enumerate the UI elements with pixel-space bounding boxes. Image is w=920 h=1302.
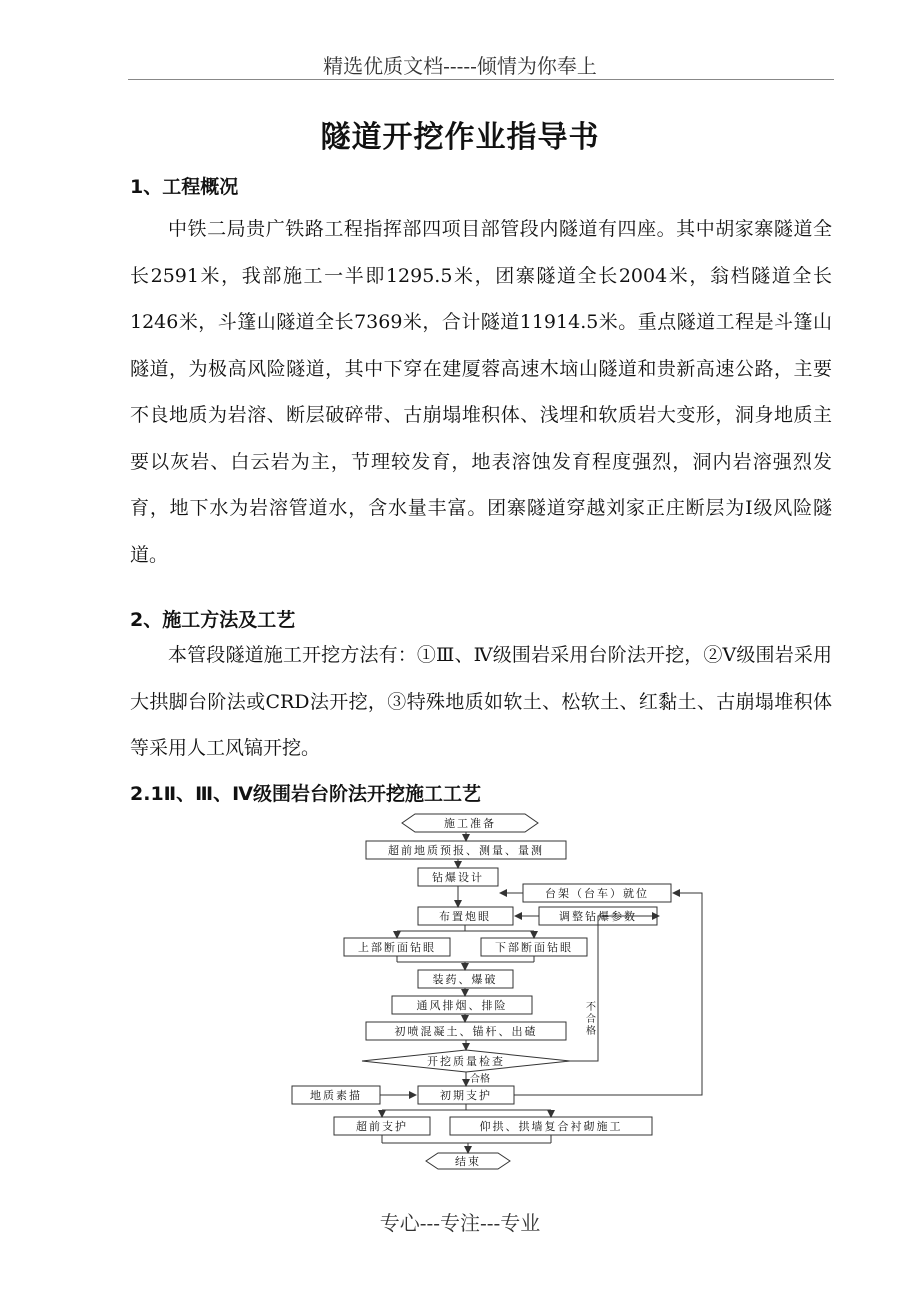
page-header: 精选优质文档-----倾情为你奉上 [323, 54, 597, 78]
flow-upper-text: 上部断面钻眼 [358, 941, 436, 954]
flow-pass-label: 合格 [470, 1074, 490, 1085]
flow-end-text: 结束 [455, 1155, 481, 1168]
flow-fail-char-2: 合 [586, 1014, 596, 1025]
section-heading-bench-method: 2.1Ⅱ、Ⅲ、Ⅳ级围岩台阶法开挖施工工艺 [130, 783, 482, 805]
flow-charge-text: 装药、爆破 [432, 973, 498, 986]
flow-design-text: 钻爆设计 [432, 871, 484, 884]
method-paragraph: 本管段隧道施工开挖方法有：①Ⅲ、Ⅳ级围岩采用台阶法开挖，②Ⅴ级围岩采用大拱脚台阶法或CRD法开挖，③特殊地质如软土、松软土、红黏土、古崩塌堆积体等采用人工风镐开挖。 [130, 644, 832, 759]
flow-fail-char-1: 不 [586, 1002, 596, 1013]
flow-geology-text: 地质素描 [310, 1089, 362, 1102]
section-heading-overview: 1、工程概况 [130, 176, 239, 198]
flow-layout-text: 布置炮眼 [439, 910, 491, 923]
flow-forecast-text: 超前地质预报、测量、量测 [388, 844, 544, 857]
flow-fail-char-3: 格 [586, 1026, 596, 1037]
document-title: 隧道开挖作业指导书 [320, 120, 600, 155]
flow-invert-text: 仰拱、拱墙复合衬砌施工 [479, 1120, 623, 1133]
flow-lower-text: 下部断面钻眼 [495, 941, 573, 954]
flow-advance-text: 超前支护 [356, 1120, 408, 1133]
flow-shotcrete-text: 初喷混凝土、锚杆、出碴 [394, 1025, 538, 1038]
flow-ventilate-text: 通风排烟、排险 [416, 999, 508, 1012]
flow-start-text: 施工准备 [444, 817, 496, 830]
section-heading-method: 2、施工方法及工艺 [130, 609, 296, 631]
flow-initial-text: 初期支护 [440, 1089, 492, 1102]
flow-jumbo-text: 台架（台车）就位 [545, 887, 649, 900]
overview-paragraph: 中铁二局贵广铁路工程指挥部四项目部管段内隧道有四座。其中胡家寨隧道全长2591米，我部施工一半即1295.5米，团寨隧道全长2004米，翁档隧道全长1246米，斗篷山隧道全长7369米，合计隧道11914.5米。重点隧道工程是斗篷山隧道，为极高风险隧道，其中下穿在建厦蓉高速木垴山隧道和贵新高速公路，主要不良地质为岩溶、断层破碎带、古崩塌堆积体、浅埋和软质岩大变形，洞身地质主要以灰岩、白云岩为主，节理较发育，地表溶蚀发育程度强烈，洞内岩溶强烈发育，地下水为岩溶管道水，含水量丰富。团寨隧道穿越刘家正庄断层为Ⅰ级风险隧道。 [130, 218, 832, 566]
flow-inspect-text: 开挖质量检查 [427, 1055, 505, 1068]
flow-fail-label [586, 1001, 599, 1037]
page-footer: 专心---专注---专业 [379, 1211, 541, 1235]
flow-adjust-text: 调整钻爆参数 [559, 910, 637, 923]
